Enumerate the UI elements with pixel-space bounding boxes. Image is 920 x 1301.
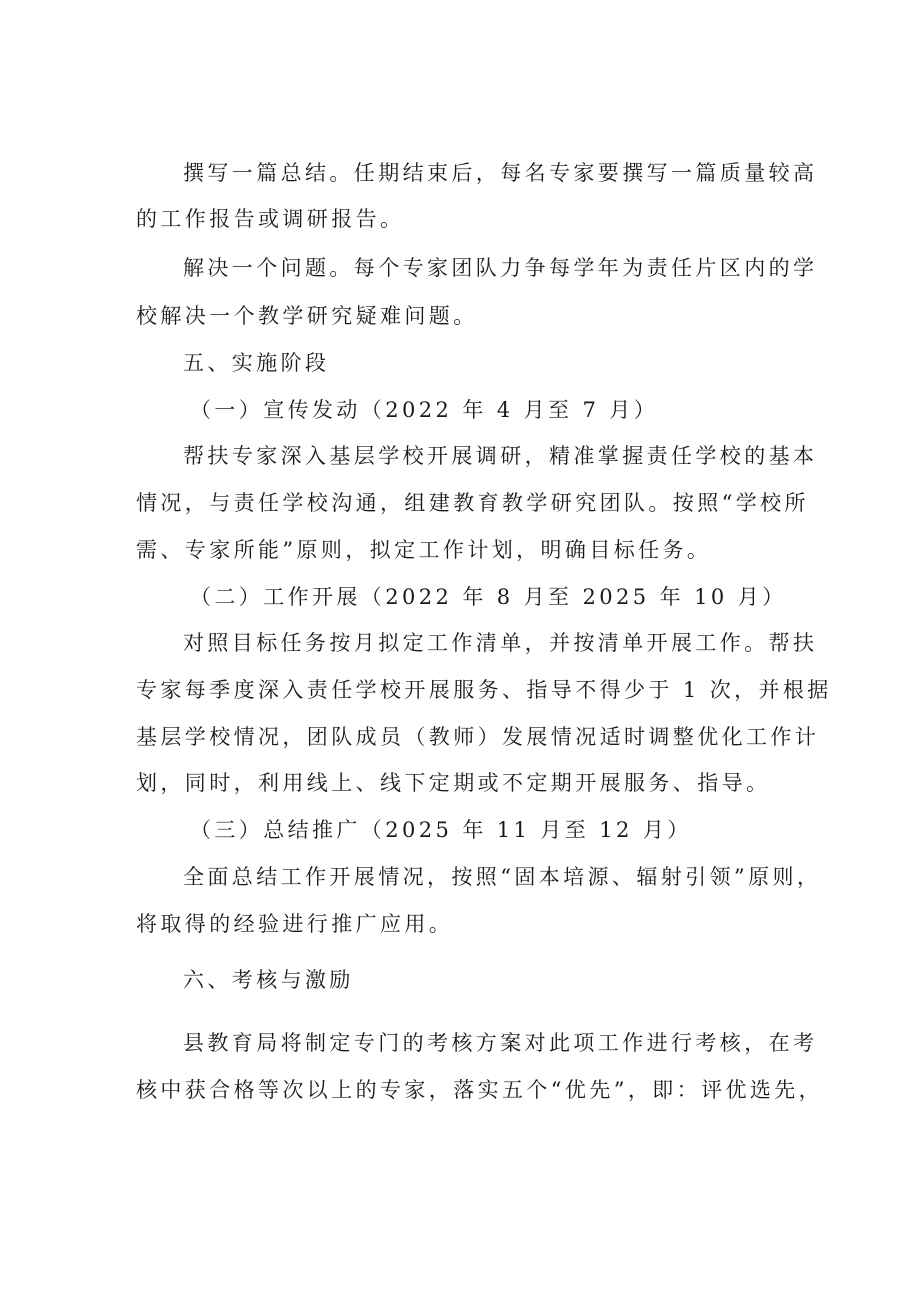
paragraph-work-line-3: 基层学校情况，团队成员（教师）发展情况适时调整优化工作计 <box>136 725 820 749</box>
paragraph-promotion-line-1: 全面总结工作开展情况，按照“固本培源、辐射引领”原则， <box>183 865 822 889</box>
paragraph-mobilization-line-3: 需、专家所能”原则，拟定工作计划，明确目标任务。 <box>136 538 712 562</box>
paragraph-mobilization-line-1: 帮扶专家深入基层学校开展调研，精准掌握责任学校的基本 <box>183 444 818 468</box>
paragraph-problem-line-2: 校解决一个教学研究疑难问题。 <box>136 304 478 328</box>
paragraph-work-line-1: 对照目标任务按月拟定工作清单，并按清单开展工作。帮扶 <box>183 631 818 655</box>
paragraph-work-line-2: 专家每季度深入责任学校开展服务、指导不得少于 1 次，并根据 <box>136 678 832 702</box>
paragraph-work-line-4: 划，同时，利用线上、线下定期或不定期开展服务、指导。 <box>136 771 771 795</box>
paragraph-assessment-line-2: 核中获合格等次以上的专家，落实五个“优先”，即：评优选先， <box>136 1078 824 1102</box>
paragraph-mobilization-line-2: 情况，与责任学校沟通，组建教育教学研究团队。按照“学校所 <box>136 491 809 515</box>
section-heading-implementation: 五、实施阶段 <box>183 351 330 375</box>
paragraph-summary-line-1: 撰写一篇总结。任期结束后，每名专家要撰写一篇质量较高 <box>183 161 818 185</box>
subheading-work-development: （二）工作开展（2022 年 8 月至 2025 年 10 月） <box>190 585 787 609</box>
section-heading-assessment: 六、考核与激励 <box>183 968 354 992</box>
paragraph-summary-line-2: 的工作报告或调研报告。 <box>136 207 405 231</box>
paragraph-assessment-line-1: 县教育局将制定专门的考核方案对此项工作进行考核，在考 <box>183 1031 818 1055</box>
paragraph-problem-line-1: 解决一个问题。每个专家团队力争每学年为责任片区内的学 <box>183 256 818 280</box>
subheading-summary-promotion: （三）总结推广（2025 年 11 月至 12 月） <box>190 818 692 842</box>
paragraph-promotion-line-2: 将取得的经验进行推广应用。 <box>136 912 454 936</box>
subheading-mobilization: （一）宣传发动（2022 年 4 月至 7 月） <box>190 398 659 422</box>
